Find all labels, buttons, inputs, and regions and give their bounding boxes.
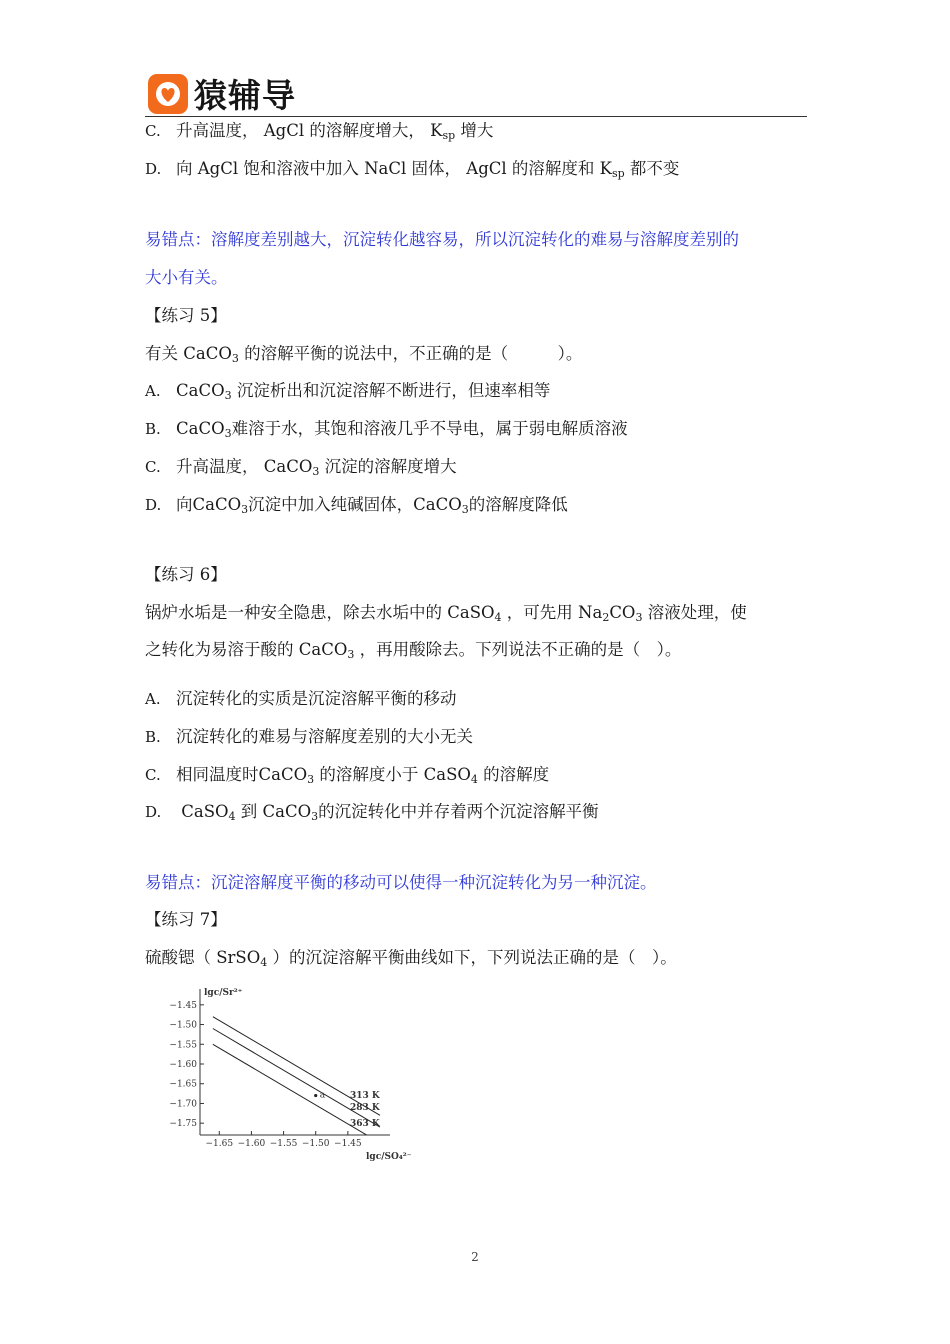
exercise-7-title: 【练习 7】 bbox=[145, 910, 227, 929]
exercise-6-tip: 易错点：沉淀溶解度平衡的移动可以使得一种沉淀转化为另一种沉淀。 bbox=[145, 873, 657, 892]
x-tick-label: −1.50 bbox=[301, 1139, 330, 1149]
exercise-5-title: 【练习 5】 bbox=[145, 306, 227, 325]
series-label: 363 K bbox=[350, 1118, 380, 1129]
header-divider bbox=[145, 116, 807, 117]
exercise-6-option-c: C. 相同温度时CaCO$_3$ 的溶解度小于 CaSO$_4$ 的溶解度 bbox=[145, 765, 550, 786]
y-tick-label: −1.50 bbox=[169, 1020, 197, 1031]
yuanfudao-logo-icon bbox=[148, 74, 188, 114]
exercise-6-title: 【练习 6】 bbox=[145, 565, 227, 584]
x-axis-label: lgc/SO₄²⁻ bbox=[366, 1152, 412, 1162]
exercise-5-option-c: C. 升高温度， CaCO$_3$ 沉淀的溶解度增大 bbox=[145, 457, 457, 478]
y-tick-label: −1.45 bbox=[169, 1000, 197, 1011]
y-tick-label: −1.55 bbox=[169, 1040, 197, 1051]
exercise-6-option-b: B. 沉淀转化的难易与溶解度差别的大小无关 bbox=[145, 727, 473, 746]
x-tick-label: −1.45 bbox=[334, 1139, 362, 1149]
y-axis-label: lgc/Sr²⁺ bbox=[204, 988, 243, 998]
y-tick-label: −1.75 bbox=[169, 1119, 197, 1130]
data-point-label: a bbox=[319, 1090, 326, 1101]
x-tick-label: −1.55 bbox=[269, 1139, 298, 1149]
exercise-5-option-b: B. CaCO$_3$难溶于水，其饱和溶液几乎不导电，属于弱电解质溶液 bbox=[145, 419, 628, 440]
exercise-6-question-line-1: 锅炉水垢是一种安全隐患，除去水垢中的 CaSO$_4$ ，可先用 $Na_2CO_3$ 溶液处理，使 bbox=[145, 603, 747, 624]
exercise-5-question: 有关 CaCO$_3$ 的溶解平衡的说法中，不正确的是（ ）。 bbox=[145, 344, 583, 365]
exercise-7-question: 硫酸锶（ SrSO$_4$ ）的沉淀溶解平衡曲线如下，下列说法正确的是（ ）。 bbox=[145, 948, 677, 969]
prev-option-c: C. 升高温度， AgCl 的溶解度增大， $K_{sp}$ 增大 bbox=[145, 121, 494, 142]
prev-option-d: D. 向 AgCl 饱和溶液中加入 NaCl 固体， AgCl 的溶解度和 $K_{sp}$ 都不变 bbox=[145, 159, 680, 180]
y-tick-label: −1.65 bbox=[169, 1079, 197, 1090]
tip-line-2: 大小有关。 bbox=[145, 268, 228, 287]
brand-name: 猿辅导 bbox=[194, 76, 296, 115]
page-number: 2 bbox=[471, 1250, 479, 1264]
tip-line-1: 易错点：溶解度差别越大，沉淀转化越容易，所以沉淀转化的难易与溶解度差别的 bbox=[145, 230, 739, 249]
exercise-6-question-line-2: 之转化为易溶于酸的 CaCO$_3$ ，再用酸除去。下列说法不正确的是（ ）。 bbox=[145, 640, 682, 661]
exercise-6-option-d: D. CaSO$_4$ 到 CaCO$_3$的沉淀转化中并存着两个沉淀溶解平衡 bbox=[145, 802, 599, 823]
data-point bbox=[314, 1094, 317, 1097]
y-tick-label: −1.60 bbox=[169, 1060, 197, 1070]
solubility-equilibrium-chart bbox=[158, 985, 412, 1163]
x-tick-label: −1.65 bbox=[205, 1139, 234, 1149]
exercise-5-option-a: A. CaCO$_3$ 沉淀析出和沉淀溶解不断进行，但速率相等 bbox=[145, 381, 551, 402]
exercise-5-option-d: D. 向CaCO$_3$沉淀中加入纯碱固体，CaCO$_3$的溶解度降低 bbox=[145, 495, 568, 516]
series-label: 313 K bbox=[350, 1091, 380, 1102]
x-tick-label: −1.60 bbox=[237, 1139, 266, 1149]
y-tick-label: −1.70 bbox=[169, 1099, 197, 1110]
brand-logo bbox=[148, 70, 296, 117]
exercise-6-option-a: A. 沉淀转化的实质是沉淀溶解平衡的移动 bbox=[145, 689, 457, 708]
series-label: 283 K bbox=[350, 1103, 380, 1114]
